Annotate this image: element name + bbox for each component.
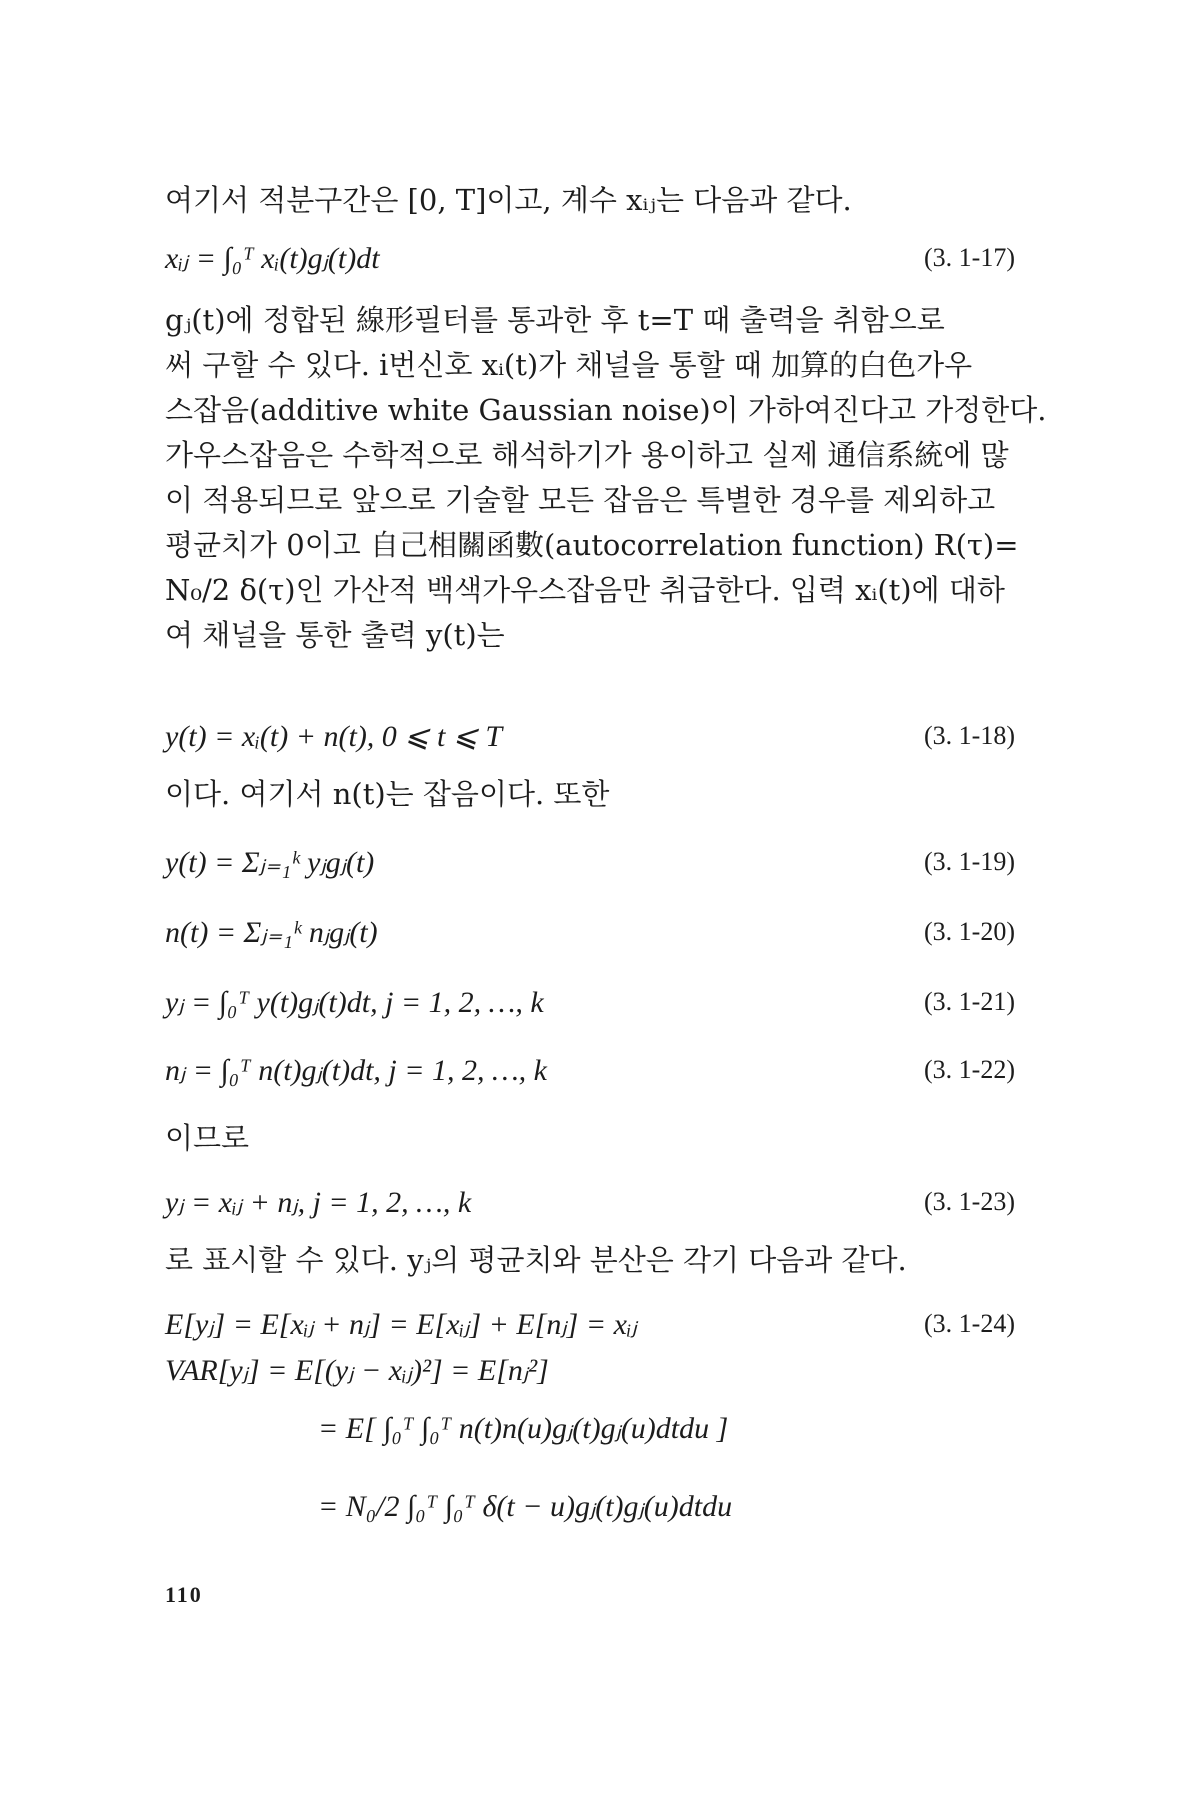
- variance-line-2: [318, 1404, 1018, 1452]
- equation-3-1-19: [165, 838, 1015, 886]
- text-line: N₀/2 δ(τ)인 가산적 백색가우스잡음만 취급한다. 입력 xᵢ(t)에 대하: [165, 573, 1005, 607]
- equation-formula: y(t) = Σⱼ₌₁ᵏ yⱼgⱼ(t): [165, 845, 375, 879]
- equation-number: (3. 1-22): [924, 1055, 1015, 1084]
- equation-formula: yⱼ = xᵢⱼ + nⱼ, j = 1, 2, …, k: [165, 1185, 472, 1219]
- equation-number: (3. 1-19): [924, 847, 1015, 876]
- variance-line-3: [318, 1482, 1018, 1530]
- equation-3-1-22: [165, 1046, 1015, 1094]
- equation-formula: VAR[yⱼ] = E[(yⱼ − xᵢⱼ)²] = E[nⱼ²]: [165, 1353, 549, 1387]
- text-line: 이다. 여기서 n(t)는 잡음이다. 또한: [165, 777, 610, 811]
- equation-formula: yⱼ = ∫₀ᵀ y(t)gⱼ(t)dt, j = 1, 2, …, k: [165, 985, 544, 1019]
- equation-3-1-18: [165, 712, 1015, 760]
- equation-formula: y(t) = xᵢ(t) + n(t), 0 ⩽ t ⩽ T: [165, 719, 503, 753]
- equation-number: (3. 1-18): [924, 721, 1015, 750]
- variance-line-1: [165, 1346, 1015, 1394]
- equation-formula: = E[ ∫₀ᵀ ∫₀ᵀ n(t)n(u)gⱼ(t)gⱼ(u)dtdu ]: [318, 1411, 729, 1445]
- equation-number: (3. 1-17): [924, 243, 1015, 272]
- text-line: 스잡음(additive white Gaussian noise)이 가하여진다고 가정한다.: [165, 393, 1047, 427]
- text-line: gⱼ(t)에 정합된 線形필터를 통과한 후 t=T 때 출력을 취함으로: [165, 303, 945, 337]
- equation-formula: n(t) = Σⱼ₌₁ᵏ nⱼgⱼ(t): [165, 915, 378, 949]
- paragraph-mean-variance: [165, 1238, 1015, 1283]
- text-line: 여기서 적분구간은 [0, T]이고, 계수 xᵢⱼ는 다음과 같다.: [165, 183, 852, 217]
- page-number: 110: [165, 1582, 203, 1607]
- equation-formula: xᵢⱼ = ∫₀ᵀ xᵢ(t)gⱼ(t)dt: [165, 241, 380, 275]
- equation-number: (3. 1-21): [924, 987, 1015, 1016]
- text-line: 여 채널을 통한 출력 y(t)는: [165, 618, 505, 652]
- equation-number: (3. 1-23): [924, 1187, 1015, 1216]
- paragraph-noise: [165, 772, 1015, 817]
- equation-number: (3. 1-24): [924, 1309, 1015, 1338]
- equation-formula: E[yⱼ] = E[xᵢⱼ + nⱼ] = E[xᵢⱼ] + E[nⱼ] = xᵢⱼ: [165, 1307, 637, 1341]
- equation-formula: = N₀/2 ∫₀ᵀ ∫₀ᵀ δ(t − u)gⱼ(t)gⱼ(u)dtdu: [318, 1489, 733, 1523]
- paragraph-matched-filter: [165, 298, 1047, 658]
- text-line: 로 표시할 수 있다. yⱼ의 평균치와 분산은 각기 다음과 같다.: [165, 1243, 907, 1277]
- text-line: 써 구할 수 있다. i번신호 xᵢ(t)가 채널을 통할 때 加算的白色가우: [165, 348, 973, 382]
- equation-3-1-17: [165, 234, 1015, 282]
- text-line: 이 적용되므로 앞으로 기술할 모든 잡음은 특별한 경우를 제외하고: [165, 483, 996, 517]
- equation-formula: nⱼ = ∫₀ᵀ n(t)gⱼ(t)dt, j = 1, 2, …, k: [165, 1053, 548, 1087]
- text-line: 평균치가 0이고 自己相關函數(autocorrelation function) R(τ)=: [165, 528, 1019, 562]
- equation-3-1-24: [165, 1300, 1015, 1348]
- equation-number: (3. 1-20): [924, 917, 1015, 946]
- paragraph-therefore: [165, 1116, 1015, 1161]
- equation-3-1-21: [165, 978, 1015, 1026]
- text-line: 이므로: [165, 1121, 250, 1155]
- equation-3-1-23: [165, 1178, 1015, 1226]
- text-line: 가우스잡음은 수학적으로 해석하기가 용이하고 실제 通信系統에 많: [165, 438, 1009, 472]
- paragraph-intro: [165, 178, 1015, 223]
- equation-3-1-20: [165, 908, 1015, 956]
